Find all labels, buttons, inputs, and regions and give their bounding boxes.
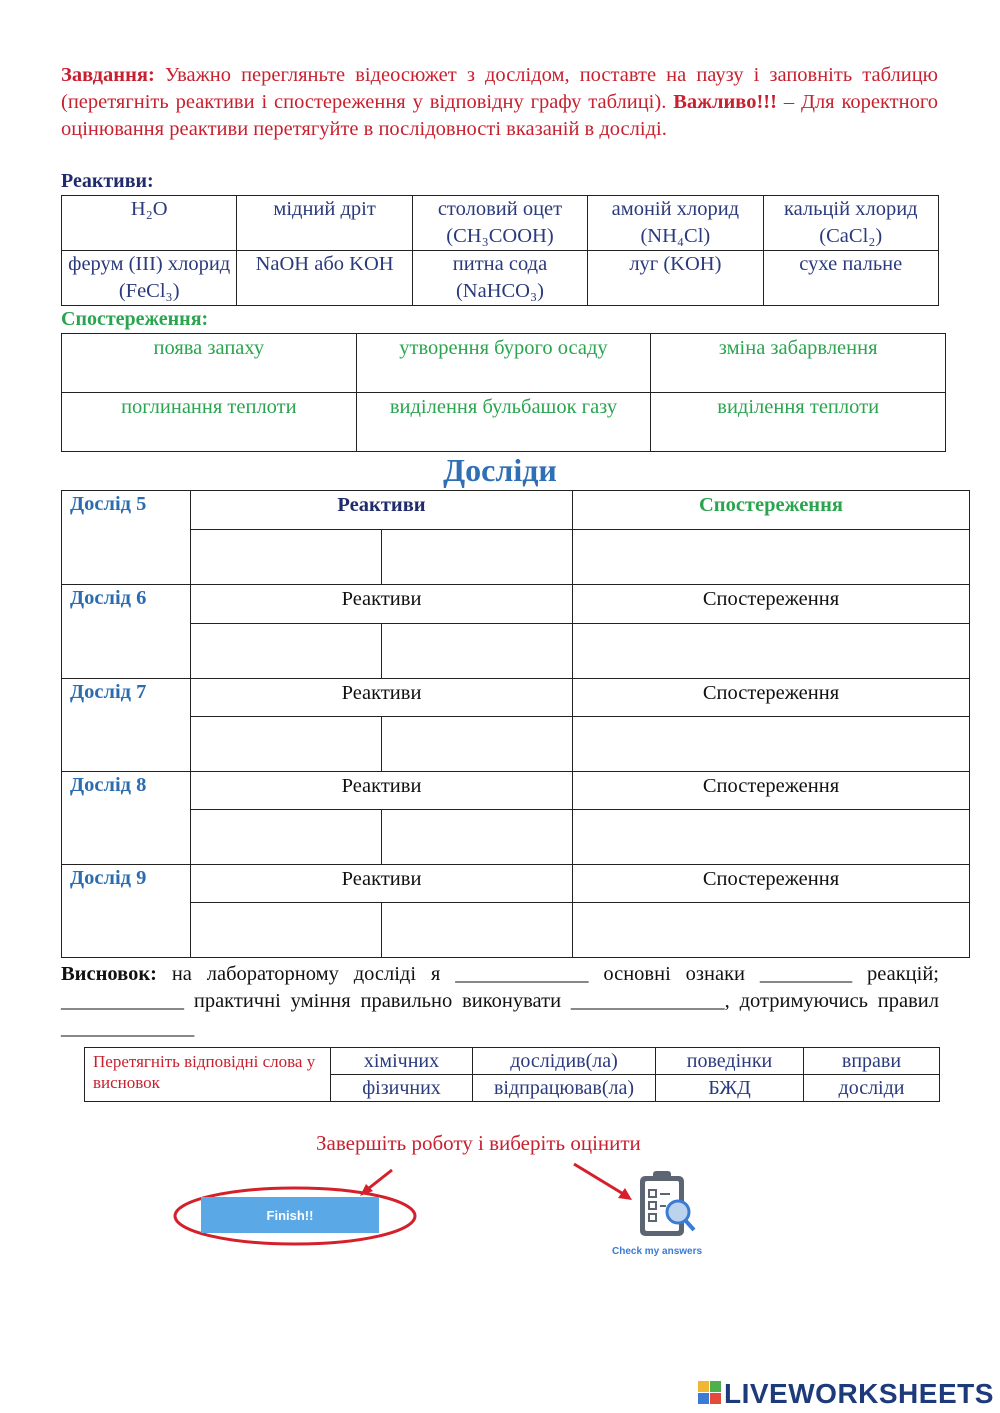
observation-item[interactable]: поглинання теплоти bbox=[62, 393, 357, 452]
drop-slot-reagent[interactable] bbox=[382, 717, 573, 772]
drop-slot-observation[interactable] bbox=[573, 810, 970, 865]
reagent-item[interactable]: NaOH або KOH bbox=[237, 251, 412, 306]
reagents-header: Реактиви bbox=[191, 585, 573, 624]
observations-heading: Спостереження: bbox=[61, 308, 209, 330]
reagent-item[interactable]: луг (KOH) bbox=[588, 251, 763, 306]
observation-item[interactable]: поява запаху bbox=[62, 334, 357, 393]
observations-header: Спостереження bbox=[573, 865, 970, 903]
reagents-header: Реактиви bbox=[191, 679, 573, 717]
drop-slot-observation[interactable] bbox=[573, 624, 970, 679]
reagents-header: Реактиви bbox=[191, 865, 573, 903]
finish-button[interactable]: Finish!! bbox=[201, 1197, 379, 1233]
experiment-label: Дослід 8 bbox=[62, 772, 191, 865]
task-instructions bbox=[61, 62, 938, 143]
important-text: – Для коректного оцінювання реактиви перетягуйте в послідовності вказаній в досліді. bbox=[61, 91, 939, 140]
drop-slot-reagent[interactable] bbox=[382, 810, 573, 865]
reagent-item[interactable]: питна сода (NaHCO₃) bbox=[412, 251, 587, 306]
word-item[interactable]: фізичних bbox=[331, 1075, 473, 1102]
observation-item[interactable]: утворення бурого осаду bbox=[356, 334, 651, 393]
experiment-label: Дослід 5 bbox=[62, 491, 191, 585]
experiment-label: Дослід 6 bbox=[62, 585, 191, 679]
conclusion-text: на лабораторному досліді я _____________ основні ознаки _________ реакцій; ____________ практичні уміння правильно виконувати _______________, дотримуючись правил _____________ bbox=[61, 963, 939, 1039]
observation-item[interactable]: зміна забарвлення bbox=[651, 334, 946, 393]
reagents-heading: Реактиви: bbox=[61, 170, 154, 192]
reagent-item[interactable]: сухе пальне bbox=[763, 251, 938, 306]
drop-slot-reagent[interactable] bbox=[382, 624, 573, 679]
word-item[interactable]: дослідив(ла) bbox=[473, 1048, 656, 1075]
check-answers-label[interactable]: Check my answers bbox=[612, 1246, 703, 1257]
experiment-label: Дослід 9 bbox=[62, 865, 191, 958]
drop-slot-reagent[interactable] bbox=[191, 810, 382, 865]
drop-slot-reagent[interactable] bbox=[382, 530, 573, 585]
word-item[interactable]: БЖД bbox=[656, 1075, 804, 1102]
check-answers-icon[interactable] bbox=[636, 1168, 698, 1242]
experiments-table bbox=[61, 490, 970, 958]
important-label: Важливо!!! bbox=[673, 91, 777, 113]
drop-slot-reagent[interactable] bbox=[191, 624, 382, 679]
observation-item[interactable]: виділення теплоти bbox=[651, 393, 946, 452]
drop-slot-reagent[interactable] bbox=[191, 903, 382, 958]
reagent-item[interactable]: кальцій хлорид (CaCl₂) bbox=[763, 196, 938, 251]
word-item[interactable]: досліди bbox=[804, 1075, 940, 1102]
observations-header: Спостереження bbox=[573, 772, 970, 810]
brand-wordmark: LIVEWORKSHEETS bbox=[724, 1378, 994, 1409]
word-item[interactable]: відпрацював(ла) bbox=[473, 1075, 656, 1102]
observations-header: Спостереження bbox=[573, 679, 970, 717]
word-item[interactable]: хімічних bbox=[331, 1048, 473, 1075]
reagent-item[interactable]: ферум (III) хлорид (FeCl₃) bbox=[62, 251, 237, 306]
arrow-to-check bbox=[574, 1164, 625, 1195]
word-item[interactable]: вправи bbox=[804, 1048, 940, 1075]
observation-item[interactable]: виділення бульбашок газу bbox=[356, 393, 651, 452]
task-text: Уважно перегляньте відеосюжет з дослідом, поставте на паузу і заповніть таблицю (перетягніть реактиви і спостереження у відповідну графу таблиці). bbox=[61, 64, 938, 113]
task-label: Завдання: bbox=[61, 64, 155, 86]
reagents-header: Реактиви bbox=[191, 491, 573, 530]
observations-table bbox=[61, 333, 946, 452]
drop-slot-reagent[interactable] bbox=[191, 530, 382, 585]
reagents-header: Реактиви bbox=[191, 772, 573, 810]
finish-note: Завершіть роботу і виберіть оцінити bbox=[316, 1131, 641, 1155]
liveworksheets-logo-icon bbox=[698, 1381, 722, 1405]
drop-slot-reagent[interactable] bbox=[191, 717, 382, 772]
word-bank-hint: Перетягніть відповідні слова у висновок bbox=[85, 1048, 331, 1102]
word-bank-table bbox=[84, 1047, 940, 1102]
reagent-item[interactable]: амоній хлорид (NH₄Cl) bbox=[588, 196, 763, 251]
reagent-item[interactable]: мідний дріт bbox=[237, 196, 412, 251]
reagent-item[interactable]: H₂O bbox=[62, 196, 237, 251]
reagents-table bbox=[61, 195, 939, 306]
experiment-label: Дослід 7 bbox=[62, 679, 191, 772]
drop-slot-observation[interactable] bbox=[573, 717, 970, 772]
conclusion bbox=[61, 961, 939, 1042]
observations-header: Спостереження bbox=[573, 491, 970, 530]
conclusion-label: Висновок: bbox=[61, 963, 157, 985]
observations-header: Спостереження bbox=[573, 585, 970, 624]
experiments-title: Досліди bbox=[443, 452, 557, 488]
word-item[interactable]: поведінки bbox=[656, 1048, 804, 1075]
drop-slot-reagent[interactable] bbox=[382, 903, 573, 958]
drop-slot-observation[interactable] bbox=[573, 903, 970, 958]
reagent-item[interactable]: столовий оцет (CH₃COOH) bbox=[412, 196, 587, 251]
drop-slot-observation[interactable] bbox=[573, 530, 970, 585]
